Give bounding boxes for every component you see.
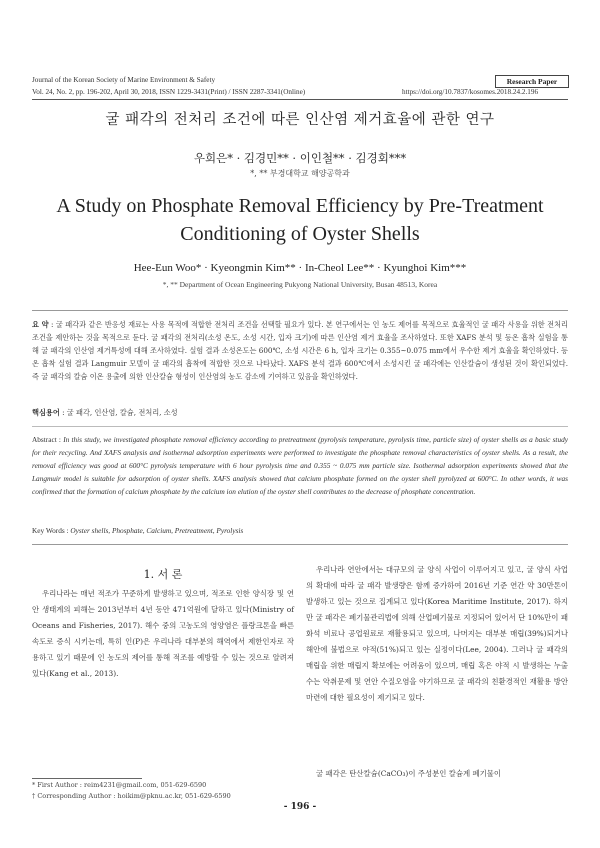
korean-abstract (32, 318, 568, 383)
korean-keywords (32, 408, 568, 418)
abstract-top-rule (32, 310, 568, 311)
section-heading-introduction: 1. 서 론 (143, 568, 183, 581)
english-abstract-text: In this study, we investigated phosphate removal efficiency according to pretreatment (pyrolysis temperature, pyrolysis time, particle size) of oyster shells as a basic study for their recycling. And XAFS analysis and isothermal adsorption experiments were performed to investigate the phosphate removal characteristics of oyster shells. As a result, the removal efficiency was good at 600°C pyrolysis temperature with 6 hour pyrolysis time and 0.355 ~ 0.075 mm particle size. Isothermal adsorption experiments showed that the Langmuir model is suitable for adsorption of oyster shells. XAFS analysis showed that calcium phosphate formed on the oyster shell pyrolyzed at 600°C. In other words, it was confirmed that the formation of calcium phosphate by the calcium ion elution of the oyster shell contributes to the decrease of phosphate concentration. (32, 435, 568, 496)
english-abstract-label: Abstract : (32, 435, 61, 444)
korean-abstract-text: : 굴 패각과 같은 반응성 재료는 사용 목적에 적합한 전처리 조건을 선택할 필요가 있다. 본 연구에서는 인 농도 제어를 목적으로 효율적인 굴 패각 사용을 위한 전처리 조건을 제안하는 것을 목적으로 둔다. 굴 패각의 전처리(소성 온도, 소성 시간, 입자 크기)에 따른 인산염 제거 효율을 조사하였다. 또한 XAFS 분석 및 등온 흡착 실험을 통해 굴 패각의 인산염 제거특성에 대해 조사하였다. 실험 결과 소성온도는 600℃, 소성 시간은 6 h, 입자 크기는 0.355~0.075 mm에서 우수한 제거 효율을 확인하였다. 등온 흡착 실험 결과 Langmuir 모델이 굴 패각의 흡착에 적합한 것으로 나타났다. XAFS 분석 결과 600℃에서 소성시킨 굴 패각에는 인산칼슘이 생성된 것이 확인되었다. 즉 굴 패각의 칼슘 이온 용출에 의한 인산칼슘 형성이 인산염의 농도 감소에 기여하고 있음을 확인하였다. (32, 320, 568, 381)
right-column-paragraph-2: 굴 패각은 탄산칼슘(CaCO₃)이 주성분인 칼슘계 폐기물이 (316, 769, 502, 778)
english-keywords (32, 526, 568, 535)
korean-affiliation: *, ** 부경대학교 해양공학과 (250, 169, 350, 178)
korean-title: 굴 패각의 전처리 조건에 따른 인산염 제거효율에 관한 연구 (105, 112, 495, 128)
korean-keywords-label: 핵심용어 (32, 408, 60, 417)
abstract-divider (32, 426, 568, 427)
english-abstract (32, 433, 568, 498)
english-keywords-text: Oyster shells, Phosphate, Calcium, Pretreatment, Pyrolysis (70, 526, 244, 535)
journal-name: Journal of the Korean Society of Marine Environment & Safety (32, 76, 216, 84)
header-rule (32, 99, 568, 100)
korean-authors: 우희은* · 김경민** · 이인철** · 김경회*** (193, 151, 407, 165)
right-column-paragraph-1: 우리나라 연안에서는 대규모의 굴 양식 사업이 이루어지고 있고, 굴 양식 사업의 확대에 따라 굴 패각 발생량은 함께 증가하여 2016년 기준 연간 약 30만톤이 발생하고 있는 것으로 집계되고 있다(Korea Maritime Institute, 2017). 하지만 굴 패각은 폐기물관리법에 의해 산업폐기물로 지정되어 있어서 단 10%만이 패화석 비료나 공업원료로 재활용되고 있으며, 나머지는 대부분 매립(39%)되거나 해안에 불법으로 야적(51%)되고 있는 실정이다(Lee, 2004). 그러나 굴 패각의 매립을 위한 매립지 확보에는 어려움이 있으며, 매립 혹은 야적 시 발생하는 누출수는 악취문제 및 연안 수질오염을 야기하므로 굴 패각의 친환경적인 재활용 방안 마련에 대한 필요성이 제기되고 있다. (306, 565, 568, 702)
english-authors: Hee-Eun Woo* · Kyeongmin Kim** · In-Cheol Lee** · Kyunghoi Kim*** (133, 262, 467, 274)
footnote-first-author: * First Author : reim4231@gmail.com, 051-629-6590 (32, 781, 207, 789)
article-type-badge: Research Paper (495, 75, 569, 88)
korean-abstract-label: 요 약 (32, 320, 49, 329)
volume-info: Vol. 24, No. 2, pp. 196-202, April 30, 2018, ISSN 1229-3431(Print) / ISSN 2287-3341(Online) (32, 88, 306, 96)
left-column-paragraph: 우리나라는 매년 적조가 꾸준하게 발생하고 있으며, 적조로 인한 양식장 및 연안 생태계의 피해는 2013년부터 4년 동안 471억원에 달하고 있다(Ministry of Oceans and Fisheries, 2017). 해수 중의 고농도의 영양염은 플랑크톤을 빠른 속도로 증식 시키는데, 특히 인(P)은 우리나라 대부분의 해역에서 제한인자로 작용하고 있기 때문에 인 농도의 제어를 통해 적조를 예방할 수 있는 것으로 알려져 있다(Kang et al., 2013). (32, 589, 294, 678)
english-affiliation: *, ** Department of Ocean Engineering Pukyong National University, Busan 48513, Korea (162, 280, 438, 289)
footnote-rule (32, 778, 142, 779)
english-title: A Study on Phosphate Removal Efficiency by Pre-Treatment Conditioning of Oyster Shells (56, 195, 544, 245)
doi-link[interactable]: https://doi.org/10.7837/kosomes.2018.24.2.196 (402, 88, 539, 96)
abstract-bottom-rule (32, 544, 568, 545)
english-keywords-label: Key Words : (32, 526, 69, 535)
footnote-corresponding-author: † Corresponding Author : hoikim@pknu.ac.kr, 051-629-6590 (32, 792, 231, 800)
korean-keywords-text: : 굴 패각, 인산염, 칼슘, 전처리, 소성 (62, 408, 178, 417)
page-number: - 196 - (283, 802, 317, 812)
